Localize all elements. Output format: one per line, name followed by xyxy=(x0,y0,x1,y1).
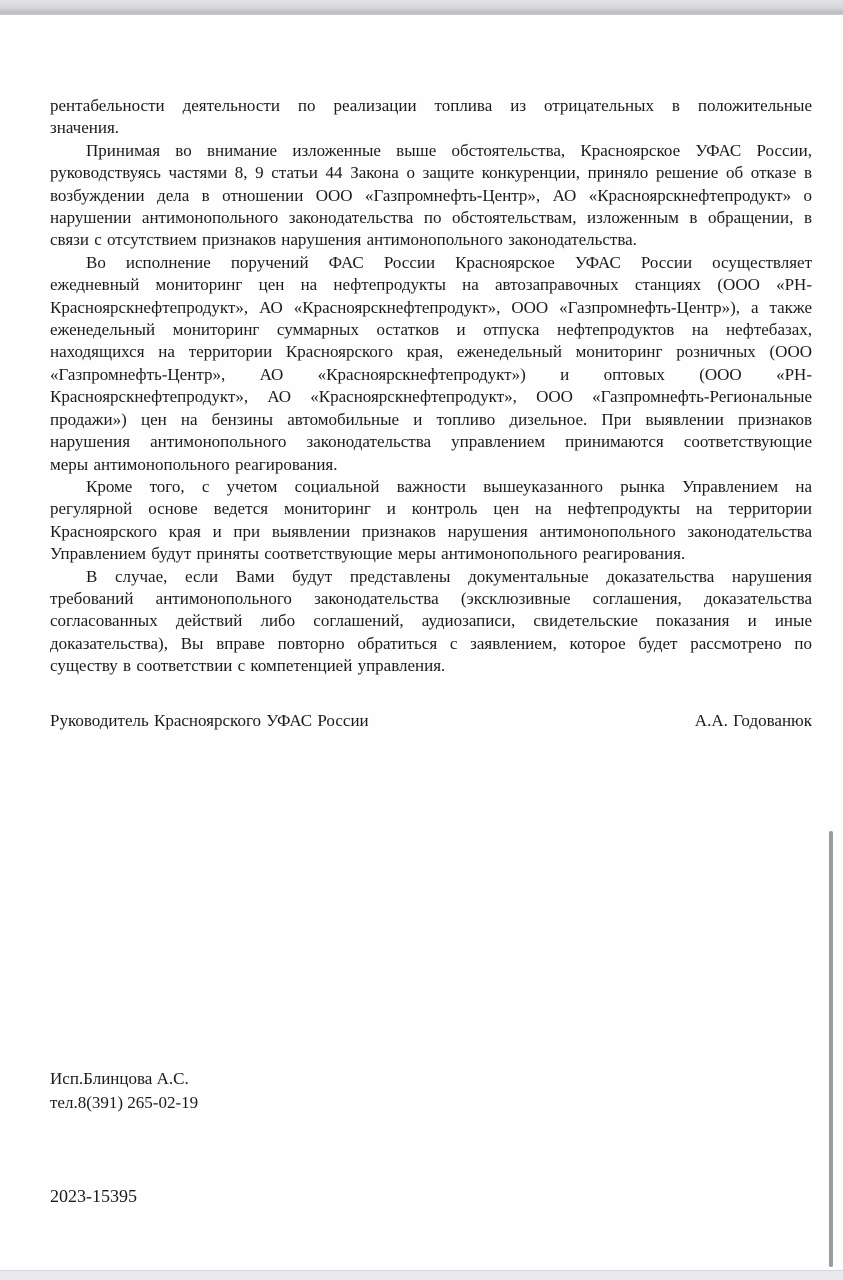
text-line: Управлением будут приняты соответствующие меры антимонопольного реагирования. xyxy=(50,544,686,564)
text-line: связи с отсутствием признаков нарушения антимонопольного законодательства. xyxy=(50,230,637,250)
text-line: руководствуясь частями 8, 9 статьи 44 Закона о защите конкуренции, приняло решение об отказе в xyxy=(50,163,812,183)
executor-phone: тел.8(391) 265-02-19 xyxy=(50,1093,199,1112)
text-line: Красноярскнефтепродукт», АО «Красноярскнефтепродукт», ООО «Газпромнефть-Региональные xyxy=(50,387,812,407)
viewer-top-edge xyxy=(0,0,843,15)
text-line: Кроме того, с учетом социальной важности вышеуказанного рынка Управлением на xyxy=(86,476,812,496)
text-line: находящихся на территории Красноярского края, еженедельный мониторинг розничных (ООО xyxy=(50,342,812,362)
text-line: согласованных действий либо соглашений, аудиозаписи, свидетельские показания и иные xyxy=(50,611,812,631)
text-line: нарушении антимонопольного законодательства по обстоятельствам, изложенным в обращении, в xyxy=(50,208,812,228)
text-line: нарушения антимонопольного законодательства управлением принимаются соответствующие xyxy=(50,432,812,452)
signature-title: Руководитель Красноярского УФАС России xyxy=(50,710,369,730)
signature-name: А.А. Годованюк xyxy=(694,710,812,730)
text-line: существу в соответствии с компетенцией управления. xyxy=(50,656,446,676)
text-line: ежедневный мониторинг цен на нефтепродукты на автозаправочных станциях (ООО «РН- xyxy=(50,275,812,295)
text-line: «Газпромнефть-Центр», АО «Красноярскнефтепродукт») и оптовых (ООО «РН- xyxy=(50,364,812,384)
document-number: 2023-15395 xyxy=(50,1186,137,1206)
executor-name: Исп.Блинцова А.С. xyxy=(50,1069,189,1088)
text-line: доказательства), Вы вправе повторно обратиться с заявлением, которое будет рассмотрено по xyxy=(50,633,812,653)
text-line: требований антимонопольного законодательства (эксклюзивные соглашения, доказательства xyxy=(50,588,812,608)
text-line: Красноярского края и при выявлении признаков нарушения антимонопольного законодательства xyxy=(50,521,812,541)
text-line: рентабельности деятельности по реализации топлива из отрицательных в положительные xyxy=(50,96,812,115)
paragraph xyxy=(50,95,812,140)
text-line: В случае, если Вами будут представлены документальные доказательства нарушения xyxy=(86,566,812,586)
paragraph xyxy=(50,140,812,252)
text-line: Красноярскнефтепродукт», АО «Красноярскнефтепродукт», ООО «Газпромнефть-Центр»), а также xyxy=(50,297,812,317)
paragraph-container xyxy=(50,95,812,678)
text-line: значения. xyxy=(50,118,120,138)
paragraph xyxy=(50,566,812,678)
text-line: еженедельный мониторинг суммарных остатков и отпуска нефтепродуктов на нефтебазах, xyxy=(50,320,812,340)
executor-block xyxy=(50,1067,198,1115)
paragraph xyxy=(50,252,812,476)
text-line: продажи») цен на бензины автомобильные и топливо дизельное. При выявлении признаков xyxy=(50,409,812,429)
text-line: регулярной основе ведется мониторинг и контроль цен на нефтепродукты на территории xyxy=(50,499,812,519)
document-body xyxy=(50,95,812,732)
text-line: Принимая во внимание изложенные выше обстоятельства, Красноярское УФАС России, xyxy=(86,140,812,160)
scrollbar-thumb[interactable] xyxy=(829,831,833,1267)
text-line: Во исполнение поручений ФАС России Красноярское УФАС России осуществляет xyxy=(86,252,812,272)
signature-row xyxy=(50,710,812,732)
text-line: меры антимонопольного реагирования. xyxy=(50,454,338,474)
text-line: возбуждении дела в отношении ООО «Газпромнефть-Центр», АО «Красноярскнефтепродукт» о xyxy=(50,185,812,205)
viewer-bottom-edge xyxy=(0,1270,843,1280)
paragraph xyxy=(50,476,812,566)
